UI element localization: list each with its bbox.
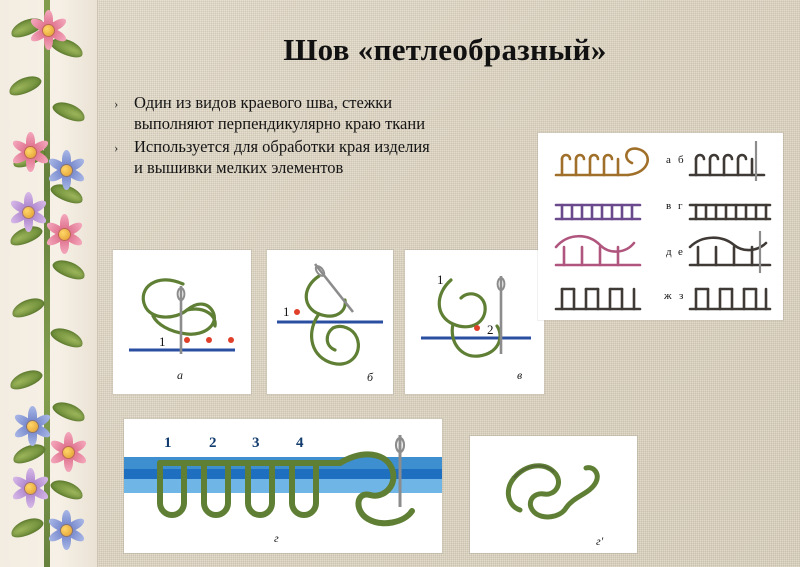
flower-icon [26,8,70,52]
stitch-step-v-illustration [405,250,544,394]
panel-caption: б [367,370,374,384]
svg-text:3: 3 [252,435,260,451]
leaf-icon [50,398,87,425]
svg-text:а: а [666,154,671,166]
decorative-floral-border [0,0,98,567]
stitch-step-b-illustration [267,250,393,394]
svg-text:в: в [666,200,672,212]
leaf-icon [48,476,85,503]
svg-text:2: 2 [209,435,217,451]
leaf-icon [48,324,85,351]
leaf-icon [50,256,87,283]
svg-text:1: 1 [437,272,444,287]
page-title: Шов «петлеобразный» [283,32,607,67]
list-item-label: Используется для обработки края изделия и вышивки мелких элементов [134,137,430,177]
list-item [112,92,442,134]
list-item-label: Один из видов краевого шва, стежки выполняют перпендикулярно краю ткани [134,93,426,133]
svg-text:ж: ж [664,290,672,302]
flower-icon [44,148,88,192]
panel-caption: г' [596,534,604,548]
svg-text:е: е [678,246,683,258]
flower-icon [42,212,86,256]
stitch-step-a-panel [113,250,251,394]
bullet-marker-icon: › [114,140,119,155]
svg-text:1: 1 [283,304,290,319]
stitch-step-g-prime-illustration [470,436,637,553]
stitch-step-g-prime-panel [470,436,637,553]
stitch-variants-grid-panel [538,133,783,320]
panel-caption: г [274,531,279,545]
leaf-icon [6,72,43,99]
svg-text:1: 1 [164,435,172,451]
flower-icon [8,466,52,510]
svg-text:б: б [678,154,684,166]
stitch-step-g-panel [124,419,442,553]
leaf-icon [9,294,46,321]
bullet-marker-icon: › [114,96,119,111]
leaf-icon [8,514,45,541]
svg-text:д: д [666,246,672,258]
svg-text:1: 1 [159,334,166,349]
list-item [112,136,442,178]
panel-caption: в [517,368,523,382]
leaf-icon [50,98,87,125]
flower-icon [44,508,88,552]
leaf-icon [7,366,44,393]
svg-text:4: 4 [296,435,304,451]
svg-text:з: з [679,290,684,302]
stitch-step-g-illustration [124,419,442,553]
panel-caption: а [177,368,183,382]
svg-text:г: г [678,200,683,212]
bullet-list [112,92,442,180]
flower-icon [46,430,90,474]
svg-text:2: 2 [487,322,494,337]
stitch-step-v-panel [405,250,544,394]
stitch-step-b-panel [267,250,393,394]
stitch-variants-grid-illustration [538,133,783,320]
